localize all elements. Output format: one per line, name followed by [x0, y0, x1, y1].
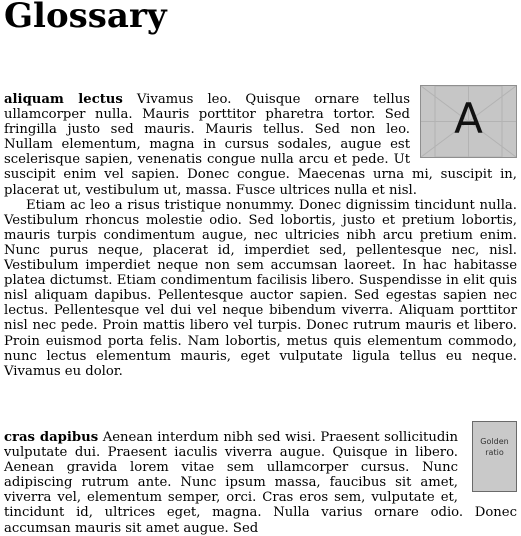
golden-ratio-caption-line1: Golden	[480, 437, 509, 446]
entry-text: Vivamus leo. Quisque ornare tellus ullamcorper nulla. Mauris porttitor pharetra tortor. Sed fringilla justo sed mauris. Mauris tellus. Sed non leo. Nullam elementum, magna in cursus sodales, augue est scelerisque sapien, venenatis congue nulla arcu et pede. Ut suscipit enim vel sapien. Donec congue. Maecenas urna mi, suscipit in, placerat ut, vestibulum ut, massa. Fusce ultrices nulla et nisl.	[4, 92, 517, 198]
entry-paragraph	[4, 430, 517, 536]
entry-term: aliquam lectus	[4, 92, 123, 107]
page-title: Glossary	[4, 0, 167, 36]
golden-ratio-image	[472, 421, 517, 492]
golden-ratio-caption-line2: ratio	[485, 448, 504, 457]
glossary-entry-aliquam-lectus	[4, 92, 517, 379]
placeholder-image-a	[420, 85, 517, 158]
entry-text: Aenean interdum nibh sed wisi. Praesent sollicitudin vulputate dui. Praesent iaculis viverra augue. Quisque in libero. Aenean gravida lorem vitae sem ullamcorper cursus. Nunc adipiscing rutrum ante. Nunc ipsum massa, faucibus sit amet, viverra vel, elementum semper, orci. Cras eros sem, vulputate et, tincidunt id, ultrices eget, magna. Nulla varius ornare odio. Donec accumsan mauris sit amet augue. Sed	[4, 430, 517, 536]
glossary-entry-cras-dapibus	[4, 430, 517, 536]
entry-term: cras dapibus	[4, 430, 99, 445]
entry-paragraph: Etiam ac leo a risus tristique nonummy. Donec dignissim tincidunt nulla. Vestibulum rhoncus molestie odio. Sed lobortis, justo et pretium lobortis, mauris turpis condimentum augue, nec ultricies nibh arcu pretium enim. Nunc purus neque, placerat id, imperdiet sed, pellentesque nec, nisl. Vestibulum imperdiet neque non sem accumsan laoreet. In hac habitasse platea dictumst. Etiam condimentum facilisis libero. Suspendisse in elit quis nisl aliquam dapibus. Pellentesque auctor sapien. Sed egestas sapien nec lectus. Pellentesque vel dui vel neque bibendum viverra. Aliquam porttitor nisl nec pede. Proin mattis libero vel turpis. Donec rutrum mauris et libero. Proin euismod porta felis. Nam lobortis, metus quis elementum commodo, nunc lectus elementum mauris, eget vulputate ligula tellus eu neque. Vivamus eu dolor.	[4, 197, 517, 379]
placeholder-letter: A	[454, 94, 483, 143]
